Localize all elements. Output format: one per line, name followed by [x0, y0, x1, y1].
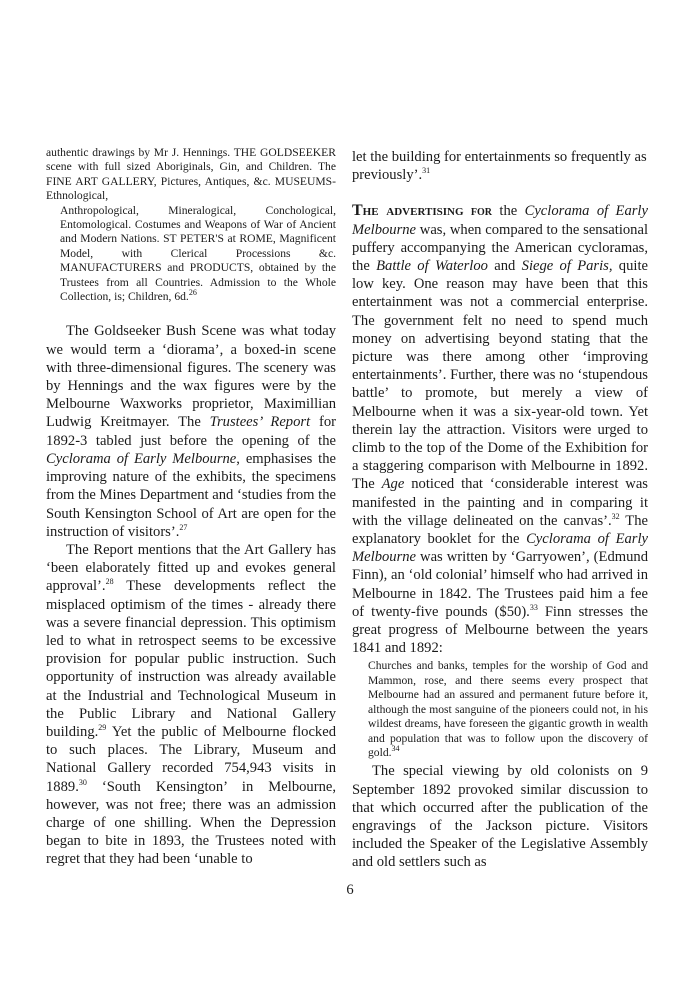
- paragraph-advertising: The advertising for the Cyclorama of Early Melbourne was, when compared to the sensational puffery accompanying the American cycloramas, the Battle of Waterloo and Siege of Paris, quite low key. One reason may have been that this entertainment was not a commercial enterprise. The government felt no need to spend much money on advertising beyond stating that the picture was there among other ‘improving entertainments’. Further, there was no ‘stupendous battle’ to promote, but merely a view of Melbourne when it was a six-year-old town. Yet therein lay the attraction. Visitors were urged to climb to the top of the Dome of the Exhibition for a staggering comparison with Melbourne in 1892. The Age noticed that ‘considerable interest was manifested in the painting and in comparing it with the village delineated on the canvas’.$^{32}$ The explanatory booklet for the Cyclorama of Early Melbourne was written by ‘Garryowen’, (Edmund Finn), an ‘old colonial’ himself who had arrived in Melbourne in 1842. The Trustees paid him a fee of twenty-five pounds ($50).$^{33}$ Finn stresses the great progress of Melbourne between the years 1841 and 1892:: [352, 202, 648, 657]
- paragraph-report: The Report mentions that the Art Gallery has ‘been elaborately fitted up and evokes general approval’.$^{28}$ These developments reflect the misplaced optimism of the times - already there was a severe financial depression. This optimism led to what in retrospect seems to be excessive provision for popular public instruction. Such opportunity of instruction was already available at the Industrial and Technological Museum in the Public Library and National Gallery building.$^{29}$ Yet the public of Melbourne flocked to such places. The Library, Museum and National Gallery recorded 754,943 visits in 1889.30 ‘South Kensington’ in Melbourne, however, was not free; there was an admission charge of one shilling. When the Depression began to bite in 1893, the Trustees noted with regret that they had been ‘unable to: [46, 541, 336, 868]
- footnote-ref: 27: [179, 522, 188, 532]
- footnote-ref: 31: [422, 166, 431, 176]
- block-quote: Churches and banks, temples for the worship of God and Mammon, rose, and there seems every prospect that Melbourne had an assured and permanent future before it, although the most sanguine of the pioneers could not, in his wildest dreams, have foreseen the gigantic growth in wealth and population that was to follow upon the discovery of gold.$^{34}$: [368, 659, 648, 759]
- paragraph-continued: let the building for entertainments so frequently as previously’.$^{31}$: [352, 149, 647, 184]
- footnote-ref: 34: [391, 744, 400, 754]
- left-column: [46, 146, 336, 869]
- notice-text-1: authentic drawings by Mr J. Hennings. THE GOLDSEEKER scene with full sized Aboriginals, Gin, and Children. The FINE ART GALLERY, Pictures, Antiques, &c. MUSEUMS-Ethnological,: [46, 146, 336, 203]
- lead-in-text: The advertising: [352, 202, 464, 220]
- notice-text-2: Anthropological, Mineralogical, Conchological, Entomological. Costumes and Weapons of War of Ancient and Modern Nations. ST PETER'S at ROME, Magnificent Model, with Clerical Processions &c. MANUFACTURERS and PRODUCTS, obtained by the Trustees from all Countries. Admission to the Whole Collection, is; Children, 6d.$^{26}$: [60, 203, 336, 304]
- footnote-ref: 33: [529, 603, 538, 613]
- footnote-ref: 30: [78, 777, 87, 787]
- footnote-ref: 28: [105, 577, 114, 587]
- paragraph-special-viewing: The special viewing by old colonists on 9 September 1892 provoked similar discussion to that which occurred after the publication of the engravings of the Jackson picture. Visitors included the Speaker of the Legislative Assembly and old settlers such as: [352, 763, 648, 871]
- paragraph-goldseeker: The Goldseeker Bush Scene was what today we would term a ‘diorama’, a boxed-in scene with three-dimensional figures. The scenery was by Hennings and the wax figures were by the Melbourne Waxworks proprietor, Maximillian Ludwig Kreitmayer. The Trustees’ Report for 1892-3 tabled just before the opening of the Cyclorama of Early Melbourne, emphasises the improving nature of the exhibits, the specimens from the Mines Department and ‘studies from the South Kensington School of Art are open for the instruction of visitors’.$^{27}$: [46, 323, 337, 540]
- page-number: 6: [346, 882, 354, 898]
- footnote-ref: 32: [611, 512, 620, 521]
- right-column: [352, 148, 648, 872]
- footnote-ref: 26: [188, 288, 197, 298]
- footnote-ref: 29: [98, 723, 107, 733]
